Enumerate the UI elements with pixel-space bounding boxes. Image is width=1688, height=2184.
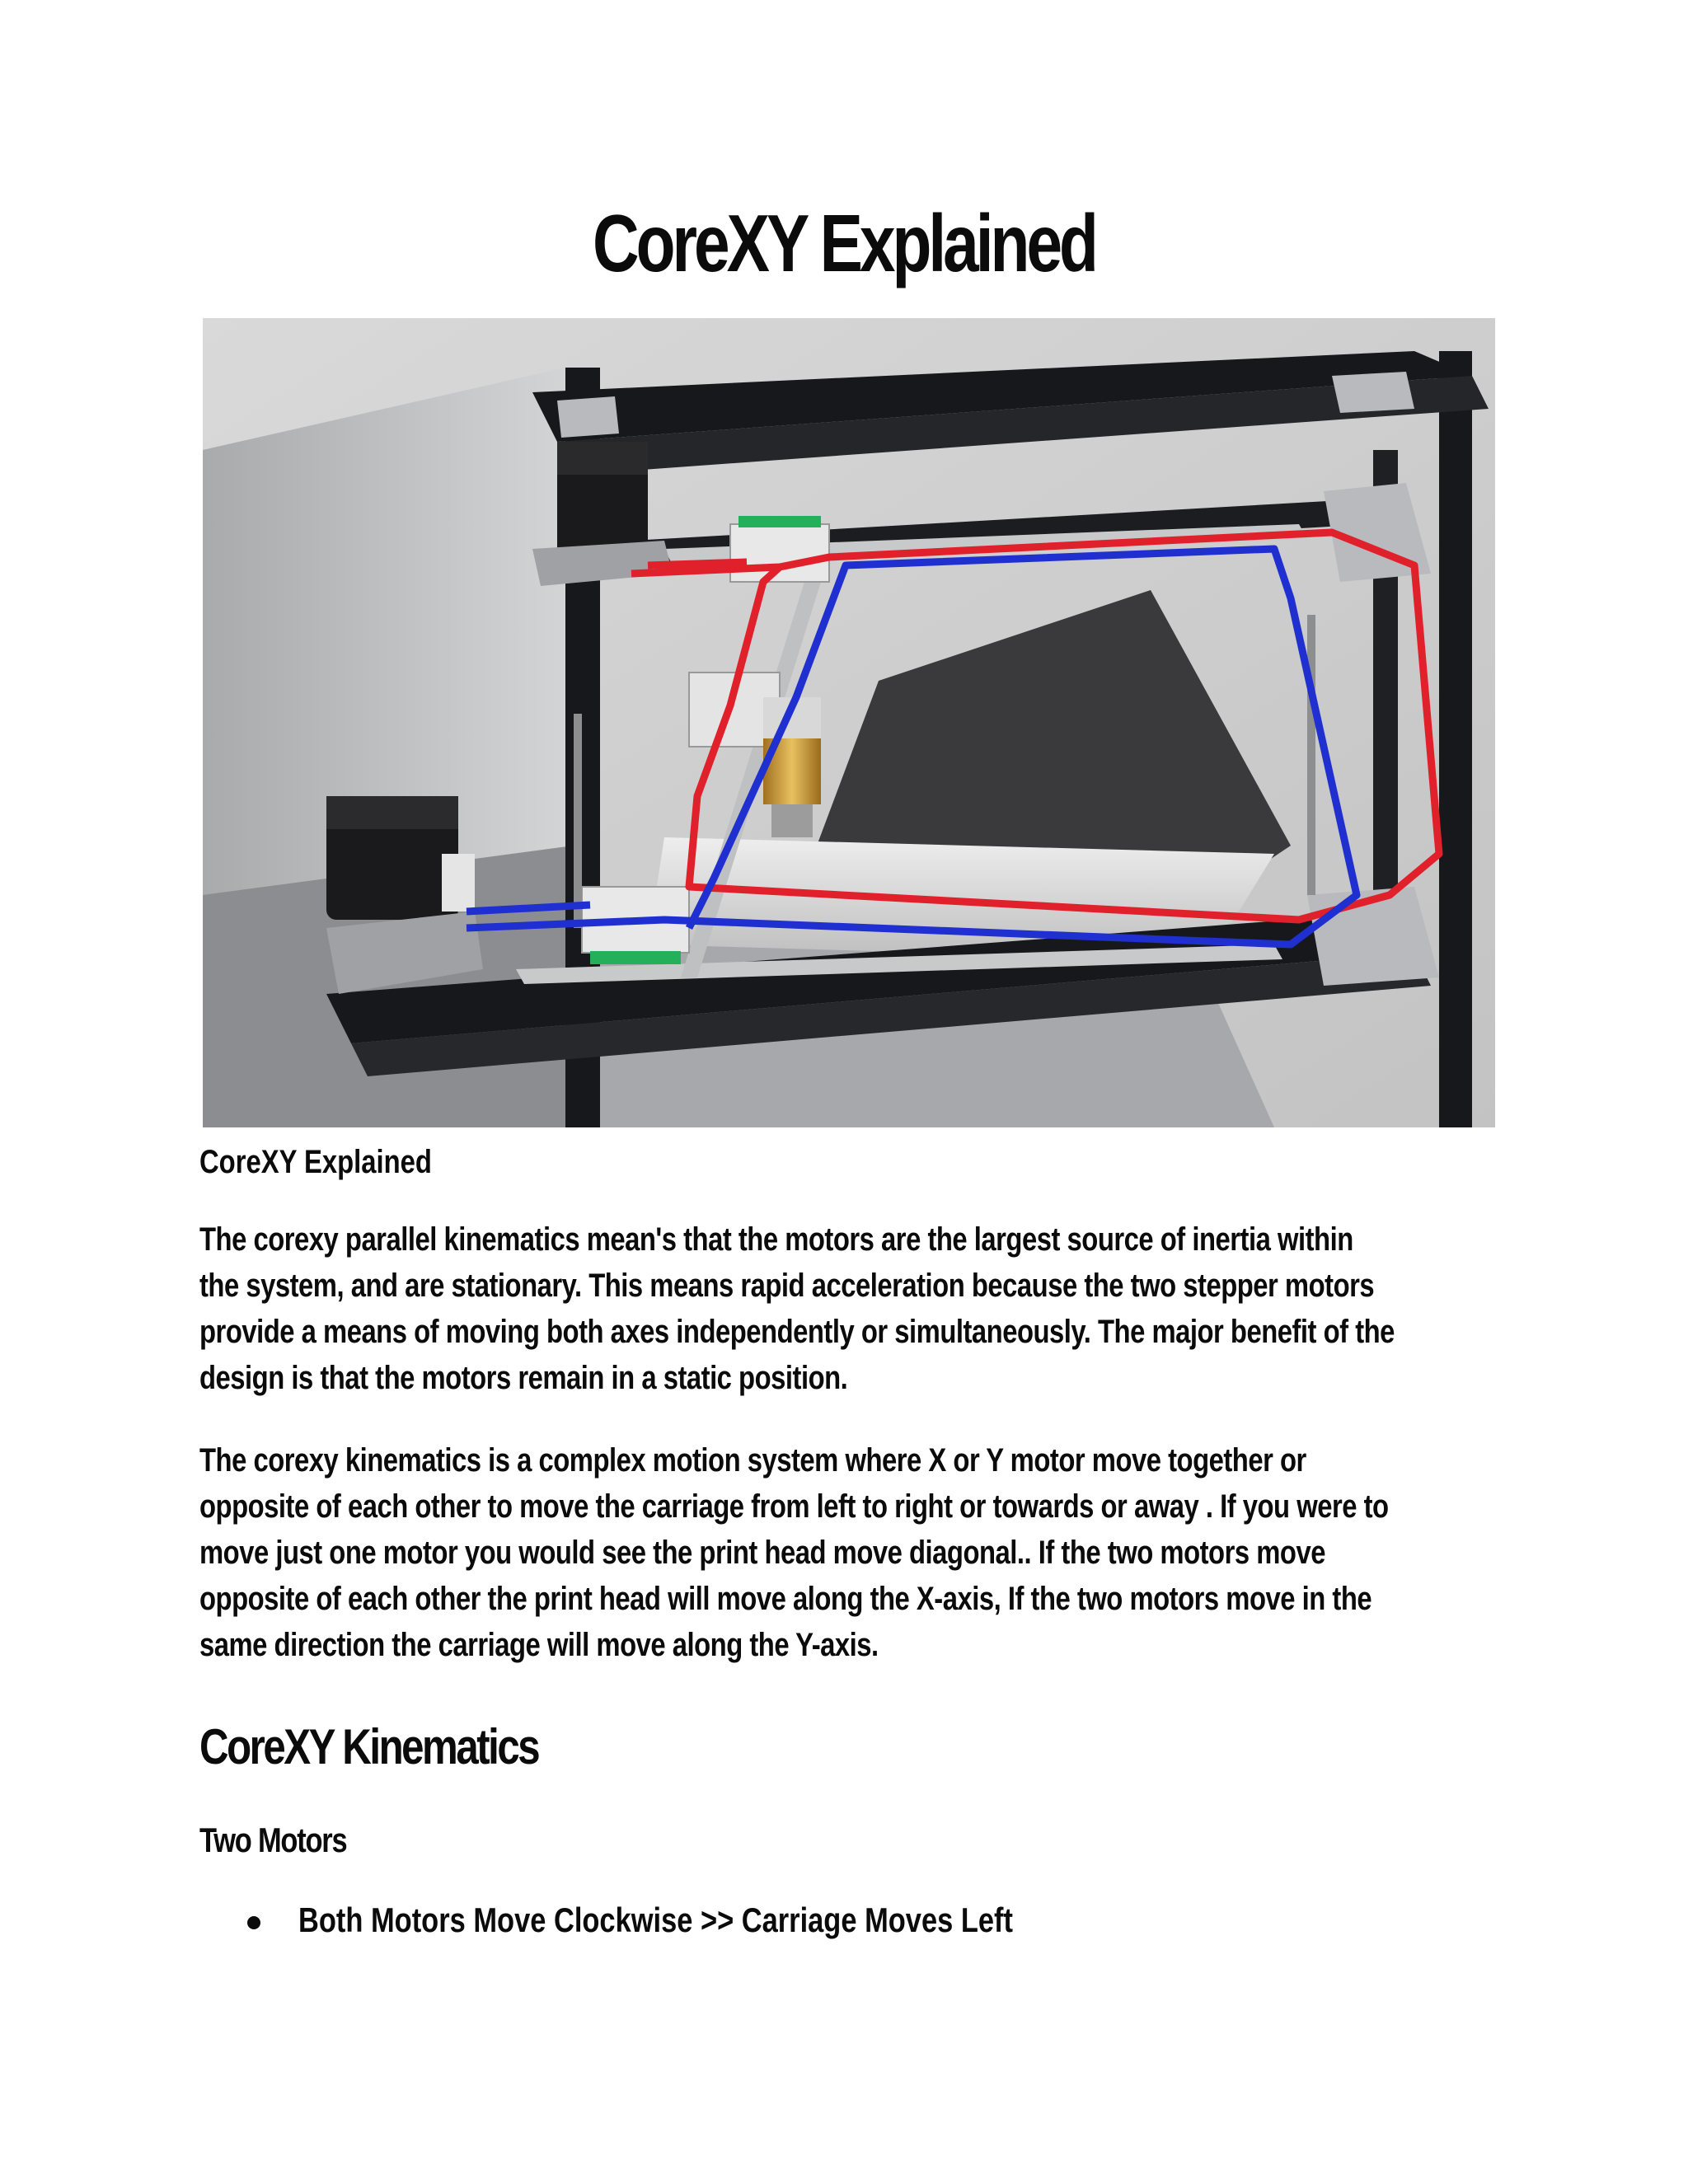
paragraph-motors-stationary	[199, 1216, 1686, 1401]
corexy-printer-illustration	[203, 318, 1495, 1127]
paragraph-line: The corexy kinematics is a complex motion system where X or Y motor move together or	[199, 1442, 1306, 1479]
paragraph-line: the system, and are stationary. This means rapid acceleration because the two stepper motors	[199, 1268, 1375, 1304]
paragraph-line: design is that the motors remain in a static position.	[199, 1360, 848, 1396]
corexy-printer-photo	[203, 318, 1495, 1127]
bullet-dot-icon	[247, 1916, 260, 1929]
bullet-text: Both Motors Move Clockwise >> Carriage Moves Left	[298, 1900, 1013, 1939]
subsection-heading: Two Motors	[199, 1821, 347, 1859]
paragraph-line: opposite of each other the print head will move along the X-axis, If the two motors move in the	[199, 1581, 1372, 1617]
paragraph-line: same direction the carriage will move along the Y-axis.	[199, 1627, 879, 1663]
paragraph-line: provide a means of moving both axes independently or simultaneously. The major benefit of the	[199, 1314, 1395, 1350]
paragraph-line: move just one motor you would see the print head move diagonal.. If the two motors move	[199, 1535, 1325, 1571]
document-title: CoreXY Explained	[593, 198, 1095, 288]
paragraph-kinematics-motion	[199, 1437, 1686, 1668]
image-caption: CoreXY Explained	[199, 1144, 432, 1180]
section-heading: CoreXY Kinematics	[199, 1719, 539, 1774]
paragraph-line: The corexy parallel kinematics mean's that the motors are the largest source of inertia within	[199, 1221, 1353, 1258]
paragraph-line: opposite of each other to move the carriage from left to right or towards or away . If you were to	[199, 1488, 1389, 1525]
